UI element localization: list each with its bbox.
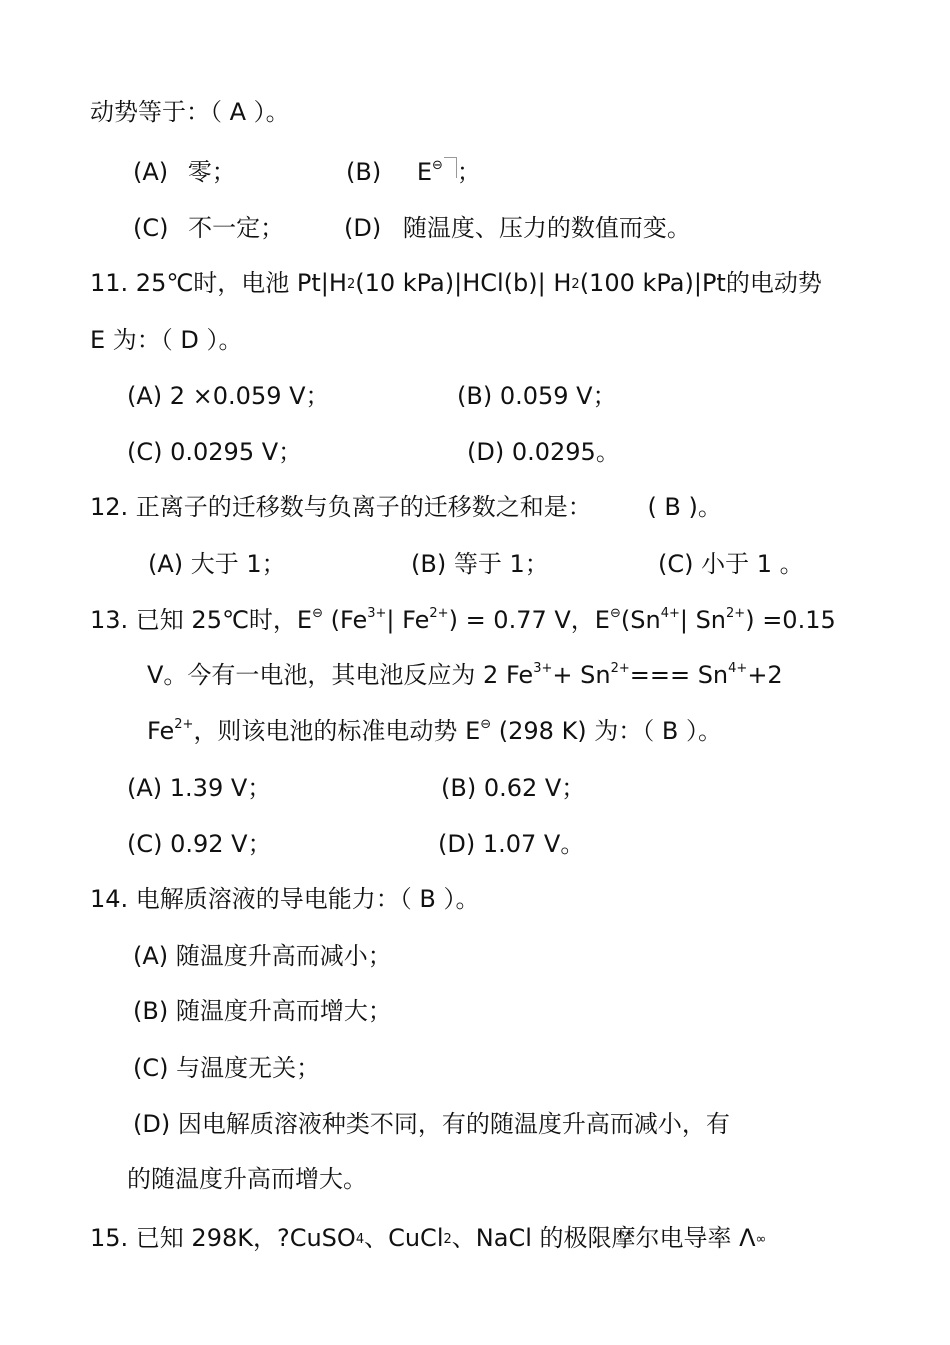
q15-stem: 15. 已知 298K，?CuSO$_4$、CuCl$_2$、NaCl 的极限摩尔电导率 $\Lambda_\infty$: [90, 1224, 767, 1252]
q11-stem-2: E 为：（ D ）。: [90, 326, 243, 354]
answer: ( B )。: [647, 493, 722, 521]
q11-option-d: (D) 0.0295。: [467, 438, 620, 466]
q11-option-b: (B) 0.059 V；: [457, 382, 617, 410]
q11-stem-1: 11. 25℃时，电池 $Pt|H_2(10$ kPa)|HCl(b)| $H_2(100$ kPa)|Pt的电动势: [90, 269, 822, 297]
option-label: (A): [133, 158, 169, 186]
q14-option-c: (C) 与温度无关；: [133, 1054, 321, 1082]
q13-option-b: (B) 0.62 V；: [441, 774, 586, 802]
q13-option-a: (A) 1.39 V；: [127, 774, 272, 802]
option-text: E: [416, 158, 433, 186]
q14-option-a: (A) 随温度升高而减小；: [133, 942, 392, 970]
q13-option-d: (D) 1.07 V。: [438, 830, 585, 858]
q13-stem-1: 13. 已知 25℃时，E⊖ ($Fe^{3+}|$ $Fe^{2+}) = 0.77$ V，$E^⊖(Sn^{4+}|$ $Sn^{2+}) =0.15$: [90, 606, 836, 634]
q10-option-a: [133, 157, 236, 187]
q13-option-c: (C) 0.92 V；: [127, 830, 272, 858]
option-text: 随温度、压力的数值而变。: [402, 214, 691, 242]
option-text: 不一定；: [188, 214, 285, 242]
q14-option-d-1: (D) 因电解质溶液种类不同，有的随温度升高而减小，有: [133, 1110, 730, 1138]
q12-option-a: (A) 大于 1；: [148, 550, 286, 578]
option-label: (D): [344, 214, 382, 242]
q11-option-a: (A) 2 ×0.059 V；: [127, 382, 330, 410]
q10-option-c: [133, 213, 284, 243]
q14-stem: 14. 电解质溶液的导电能力：（ B ）。: [90, 885, 480, 913]
q12-stem: 12. 正离子的迁移数与负离子的迁移数之和是： ( B )。: [90, 493, 722, 521]
q13-stem-2: V。今有一电池，其电池反应为 2 $Fe^{3+}+ Sn^{2+}=== Sn^{4+}+2$: [147, 661, 783, 689]
placeholder-box: [444, 157, 457, 178]
option-text: 零；: [187, 158, 236, 186]
line-q10-tail: 动势等于：（ A ）。: [90, 98, 290, 126]
option-label: (C): [133, 214, 169, 242]
option-label: (B): [346, 158, 382, 186]
q12-option-b: (B) 等于 1；: [411, 550, 549, 578]
q14-option-b: (B) 随温度升高而增大；: [133, 997, 392, 1025]
q12-option-c: (C) 小于 1 。: [658, 550, 804, 578]
q10-option-b: (B) E⊖ ；: [346, 158, 481, 186]
q11-option-c: (C) 0.0295 V；: [127, 438, 303, 466]
q14-option-d-2: 的随温度升高而增大。: [127, 1165, 367, 1193]
q13-stem-3: $Fe^{2+}$，则该电池的标准电动势 E⊖ (298 K) 为：（ B ）。: [147, 717, 723, 745]
q10-option-d: [344, 213, 691, 243]
standard-symbol: ⊖: [432, 158, 443, 173]
